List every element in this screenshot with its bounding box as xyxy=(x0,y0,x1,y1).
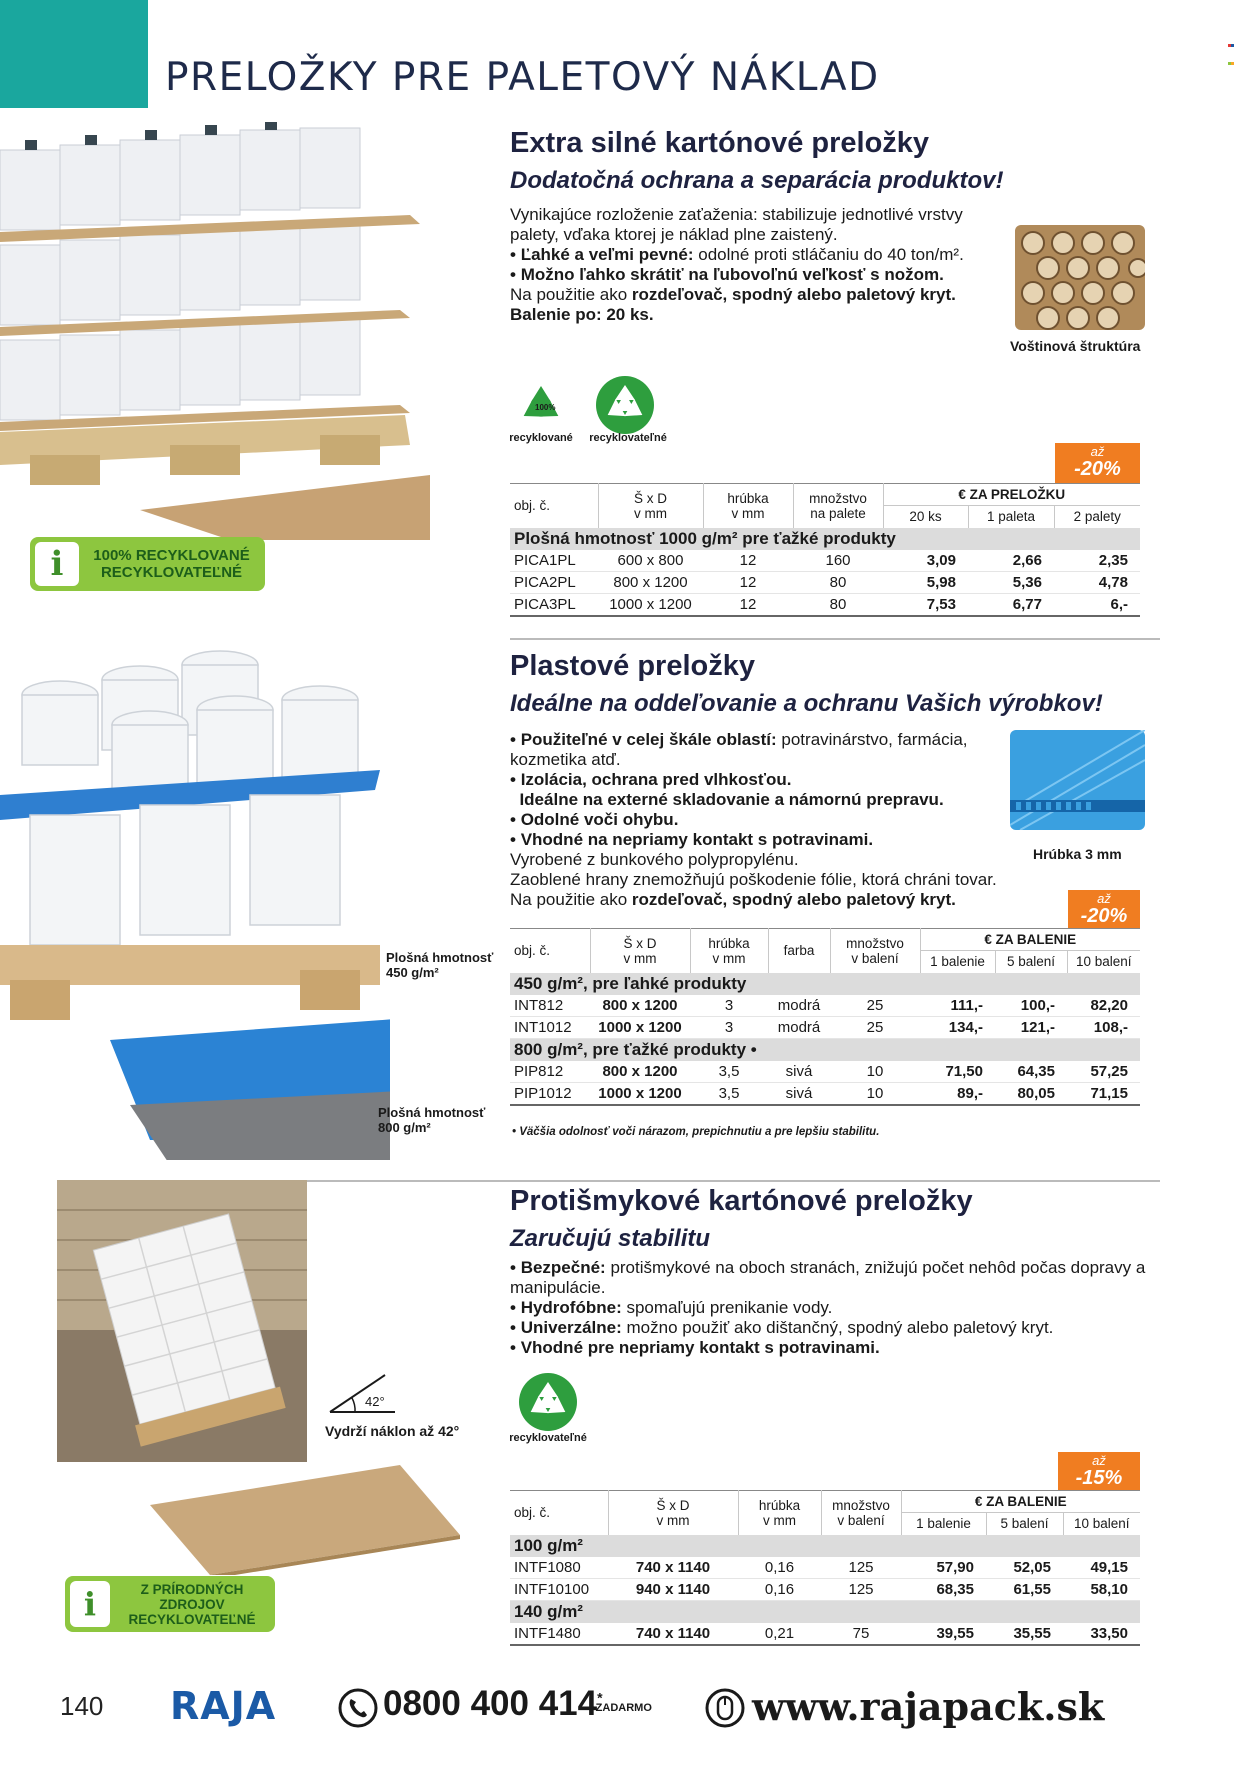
section2-bullet-4: • Vhodné na nepriamy kontakt s potravinami. xyxy=(510,830,1030,850)
discount-badge-section1: až -20% xyxy=(1055,443,1140,483)
col-price-2: 5 balení xyxy=(995,951,1067,973)
section2-edges: Zaoblené hrany znemožňujú poškodenie fólie, ktorá chráni tovar. xyxy=(510,870,997,889)
table-row: PIP812 800 x 1200 3,5 sivá 10 71,50 64,35 57,25 xyxy=(510,1061,1140,1083)
section3-title: Protišmykové kartónové preložky xyxy=(510,1185,973,1217)
honeycomb-image xyxy=(1015,225,1145,330)
info-badge-text: Z PRÍRODNÝCH ZDROJOV RECYKLOVATEĽNÉ xyxy=(128,1581,256,1627)
section1-usage: Na použitie ako rozdeľovač, spodný alebo paletový kryt. xyxy=(510,285,956,304)
section2-usage: Na použitie ako rozdeľovač, spodný alebo paletový kryt. xyxy=(510,890,956,909)
cardboard-sheet-image xyxy=(150,1465,460,1575)
section1-subtitle: Dodatočná ochrana a separácia produktov! xyxy=(510,167,1004,194)
section2-bullet-3: • Odolné voči ohybu. xyxy=(510,810,1030,830)
col-price-3: 10 balení xyxy=(1063,1513,1140,1535)
angle-value: 42° xyxy=(365,1394,385,1409)
section3-description xyxy=(510,1258,1150,1358)
recyclable-label: recyklovateľné xyxy=(589,432,667,444)
col-price: € ZA PRELOŽKU xyxy=(883,484,1140,506)
section3-bullet-4: • Vhodné pre nepriamy kontakt s potravinami. xyxy=(510,1338,1150,1358)
section1-title: Extra silné kartónové preložky xyxy=(510,127,930,159)
table-group: 100 g/m² xyxy=(510,1535,1140,1557)
info-badge-recycled xyxy=(30,537,265,591)
col-price-1: 20 ks xyxy=(883,506,968,528)
raja-logo[interactable]: RAJA xyxy=(170,1684,277,1728)
col-price: € ZA BALENIE xyxy=(901,1491,1140,1513)
info-icon: i xyxy=(35,542,79,586)
table-group: 450 g/m², pre ľahké produkty xyxy=(510,973,1140,995)
weight-800-caption: Plošná hmotnosť 800 g/m² xyxy=(378,1105,486,1135)
col-price-3: 10 balení xyxy=(1067,951,1140,973)
table-group: 140 g/m² xyxy=(510,1601,1140,1623)
section3-subtitle: Zaručujú stabilitu xyxy=(510,1225,711,1252)
section1-bullet-2: • Možno ľahko skrátiť na ľubovoľnú veľkosť s nožom. xyxy=(510,265,990,285)
info-badge-natural xyxy=(65,1576,275,1632)
header-tab xyxy=(0,0,148,108)
mouse-icon xyxy=(705,1688,745,1728)
plastic-thickness-caption: Hrúbka 3 mm xyxy=(1033,846,1122,862)
col-price-1: 1 balenie xyxy=(920,951,995,973)
section2-material: Vyrobené z bunkového polypropylénu. xyxy=(510,850,799,869)
tilt-caption: Vydrží náklon až 42° xyxy=(325,1423,460,1439)
discount-badge-section3: až -15% xyxy=(1058,1452,1140,1490)
col-price-3: 2 palety xyxy=(1054,506,1140,528)
recyclable-icon xyxy=(518,1372,578,1432)
tilted-pallet-image xyxy=(57,1180,307,1462)
recycled-icon xyxy=(515,380,567,432)
buckets-pallet-image xyxy=(0,640,390,1160)
table-row: INTF1480 740 x 1140 0,21 75 39,55 35,55 33,50 xyxy=(510,1623,1140,1645)
col-code: obj. č. xyxy=(514,1505,551,1521)
section2-footnote: • Väčšia odolnosť voči nárazom, prepichnutiu a pre lepšiu stabilitu. xyxy=(512,1126,880,1138)
col-code: obj. č. xyxy=(514,943,551,959)
angle-icon xyxy=(325,1370,405,1420)
col-quantity: množstvo na palete xyxy=(793,484,883,528)
table-group: 800 g/m², pre ťažké produkty • xyxy=(510,1039,1140,1061)
col-thickness: hrúbka v mm xyxy=(738,1491,821,1535)
page-title: PRELOŽKY PRE PALETOVÝ NÁKLAD xyxy=(165,55,880,100)
col-thickness: hrúbka v mm xyxy=(690,929,768,973)
weight-450-caption: Plošná hmotnosť 450 g/m² xyxy=(386,950,494,980)
section3-bullet-1: • Bezpečné: protišmykové na oboch stranách, znižujú počet nehôd počas dopravy a manipulácie. xyxy=(510,1258,1150,1298)
table-row: PICA2PL 800 x 1200 12 80 5,98 5,36 4,78 xyxy=(510,572,1140,594)
honeycomb-caption: Voštinová štruktúra xyxy=(1010,338,1141,354)
col-price-1: 1 balenie xyxy=(901,1513,986,1535)
info-icon: i xyxy=(70,1581,110,1627)
col-quantity: množstvo v balení xyxy=(830,929,920,973)
recycled-label: recyklované xyxy=(509,432,573,444)
col-quantity: množstvo v balení xyxy=(821,1491,901,1535)
jerrycan-pallet-image xyxy=(0,120,430,540)
table-row: INTF10100 940 x 1140 0,16 125 68,35 61,55 58,10 xyxy=(510,1579,1140,1601)
col-price-2: 5 balení xyxy=(986,1513,1063,1535)
recyclable-icon xyxy=(595,375,655,435)
info-badge-text: 100% RECYKLOVANÉ RECYKLOVATEĽNÉ xyxy=(93,547,250,581)
table-row: INT1012 1000 x 1200 3 modrá 25 134,- 121,- 108,- xyxy=(510,1017,1140,1039)
table-group: Plošná hmotnosť 1000 g/m² pre ťažké produkty xyxy=(510,528,1140,550)
recyclable-label: recyklovateľné xyxy=(509,1432,587,1444)
phone-number[interactable]: 0800 400 414* xyxy=(383,1684,603,1723)
section2-subtitle: Ideálne na oddeľovanie a ochranu Vašich výrobkov! xyxy=(510,690,1103,717)
phone-free-label: ·ZADARMO xyxy=(592,1702,652,1714)
col-code: obj. č. xyxy=(514,498,551,514)
price-table-section1 xyxy=(510,483,1140,617)
section2-description xyxy=(510,730,1030,910)
section1-pack: Balenie po: 20 ks. xyxy=(510,305,654,324)
col-size: Š x D v mm xyxy=(590,929,690,973)
table-row: INT812 800 x 1200 3 modrá 25 111,- 100,- 82,20 xyxy=(510,995,1140,1017)
col-price-2: 1 paleta xyxy=(968,506,1054,528)
section1-bullet-1: • Ľahké a veľmi pevné: odolné proti stláčaniu do 40 ton/m². xyxy=(510,245,990,265)
price-table-section3 xyxy=(510,1490,1140,1646)
phone-icon xyxy=(338,1688,378,1728)
section2-bullet-1: • Použiteľné v celej škále oblastí: potravinárstvo, farmácia, kozmetika atď. xyxy=(510,730,1030,770)
col-size: Š x D v mm xyxy=(598,484,703,528)
section1-description xyxy=(510,205,990,325)
corner-mark-icon xyxy=(1228,35,1236,43)
col-price: € ZA BALENIE xyxy=(920,929,1140,951)
recycled-pct: 100% xyxy=(535,403,556,412)
table-row: PICA1PL 600 x 800 12 160 3,09 2,66 2,35 xyxy=(510,550,1140,572)
section2-bullet-2: • Izolácia, ochrana pred vlhkosťou. Ideálne na externé skladovanie a námornú prepravu. xyxy=(510,770,1030,810)
section3-bullet-2: • Hydrofóbne: spomaľujú prenikanie vody. xyxy=(510,1298,1150,1318)
section1-intro: Vynikajúce rozloženie zaťaženia: stabilizuje jednotlivé vrstvy palety, vďaka ktorej je náklad plne zaistený. xyxy=(510,205,963,244)
separator xyxy=(510,638,1160,640)
page-number: 140 xyxy=(60,1691,104,1721)
section3-bullet-3: • Univerzálne: možno použiť ako dištančný, spodný alebo paletový kryt. xyxy=(510,1318,1150,1338)
website-link[interactable]: www.rajapack.sk xyxy=(752,1684,1105,1729)
price-table-section2 xyxy=(510,928,1140,1106)
col-size: Š x D v mm xyxy=(608,1491,738,1535)
section2-title: Plastové preložky xyxy=(510,650,755,682)
plastic-sheet-image xyxy=(1010,730,1145,830)
col-color: farba xyxy=(768,929,830,973)
col-thickness: hrúbka v mm xyxy=(703,484,793,528)
table-row: PICA3PL 1000 x 1200 12 80 7,53 6,77 6,- xyxy=(510,594,1140,616)
table-row: INTF1080 740 x 1140 0,16 125 57,90 52,05 49,15 xyxy=(510,1557,1140,1579)
discount-badge-section2: až -20% xyxy=(1068,890,1140,928)
table-row: PIP1012 1000 x 1200 3,5 sivá 10 89,- 80,05 71,15 xyxy=(510,1083,1140,1105)
